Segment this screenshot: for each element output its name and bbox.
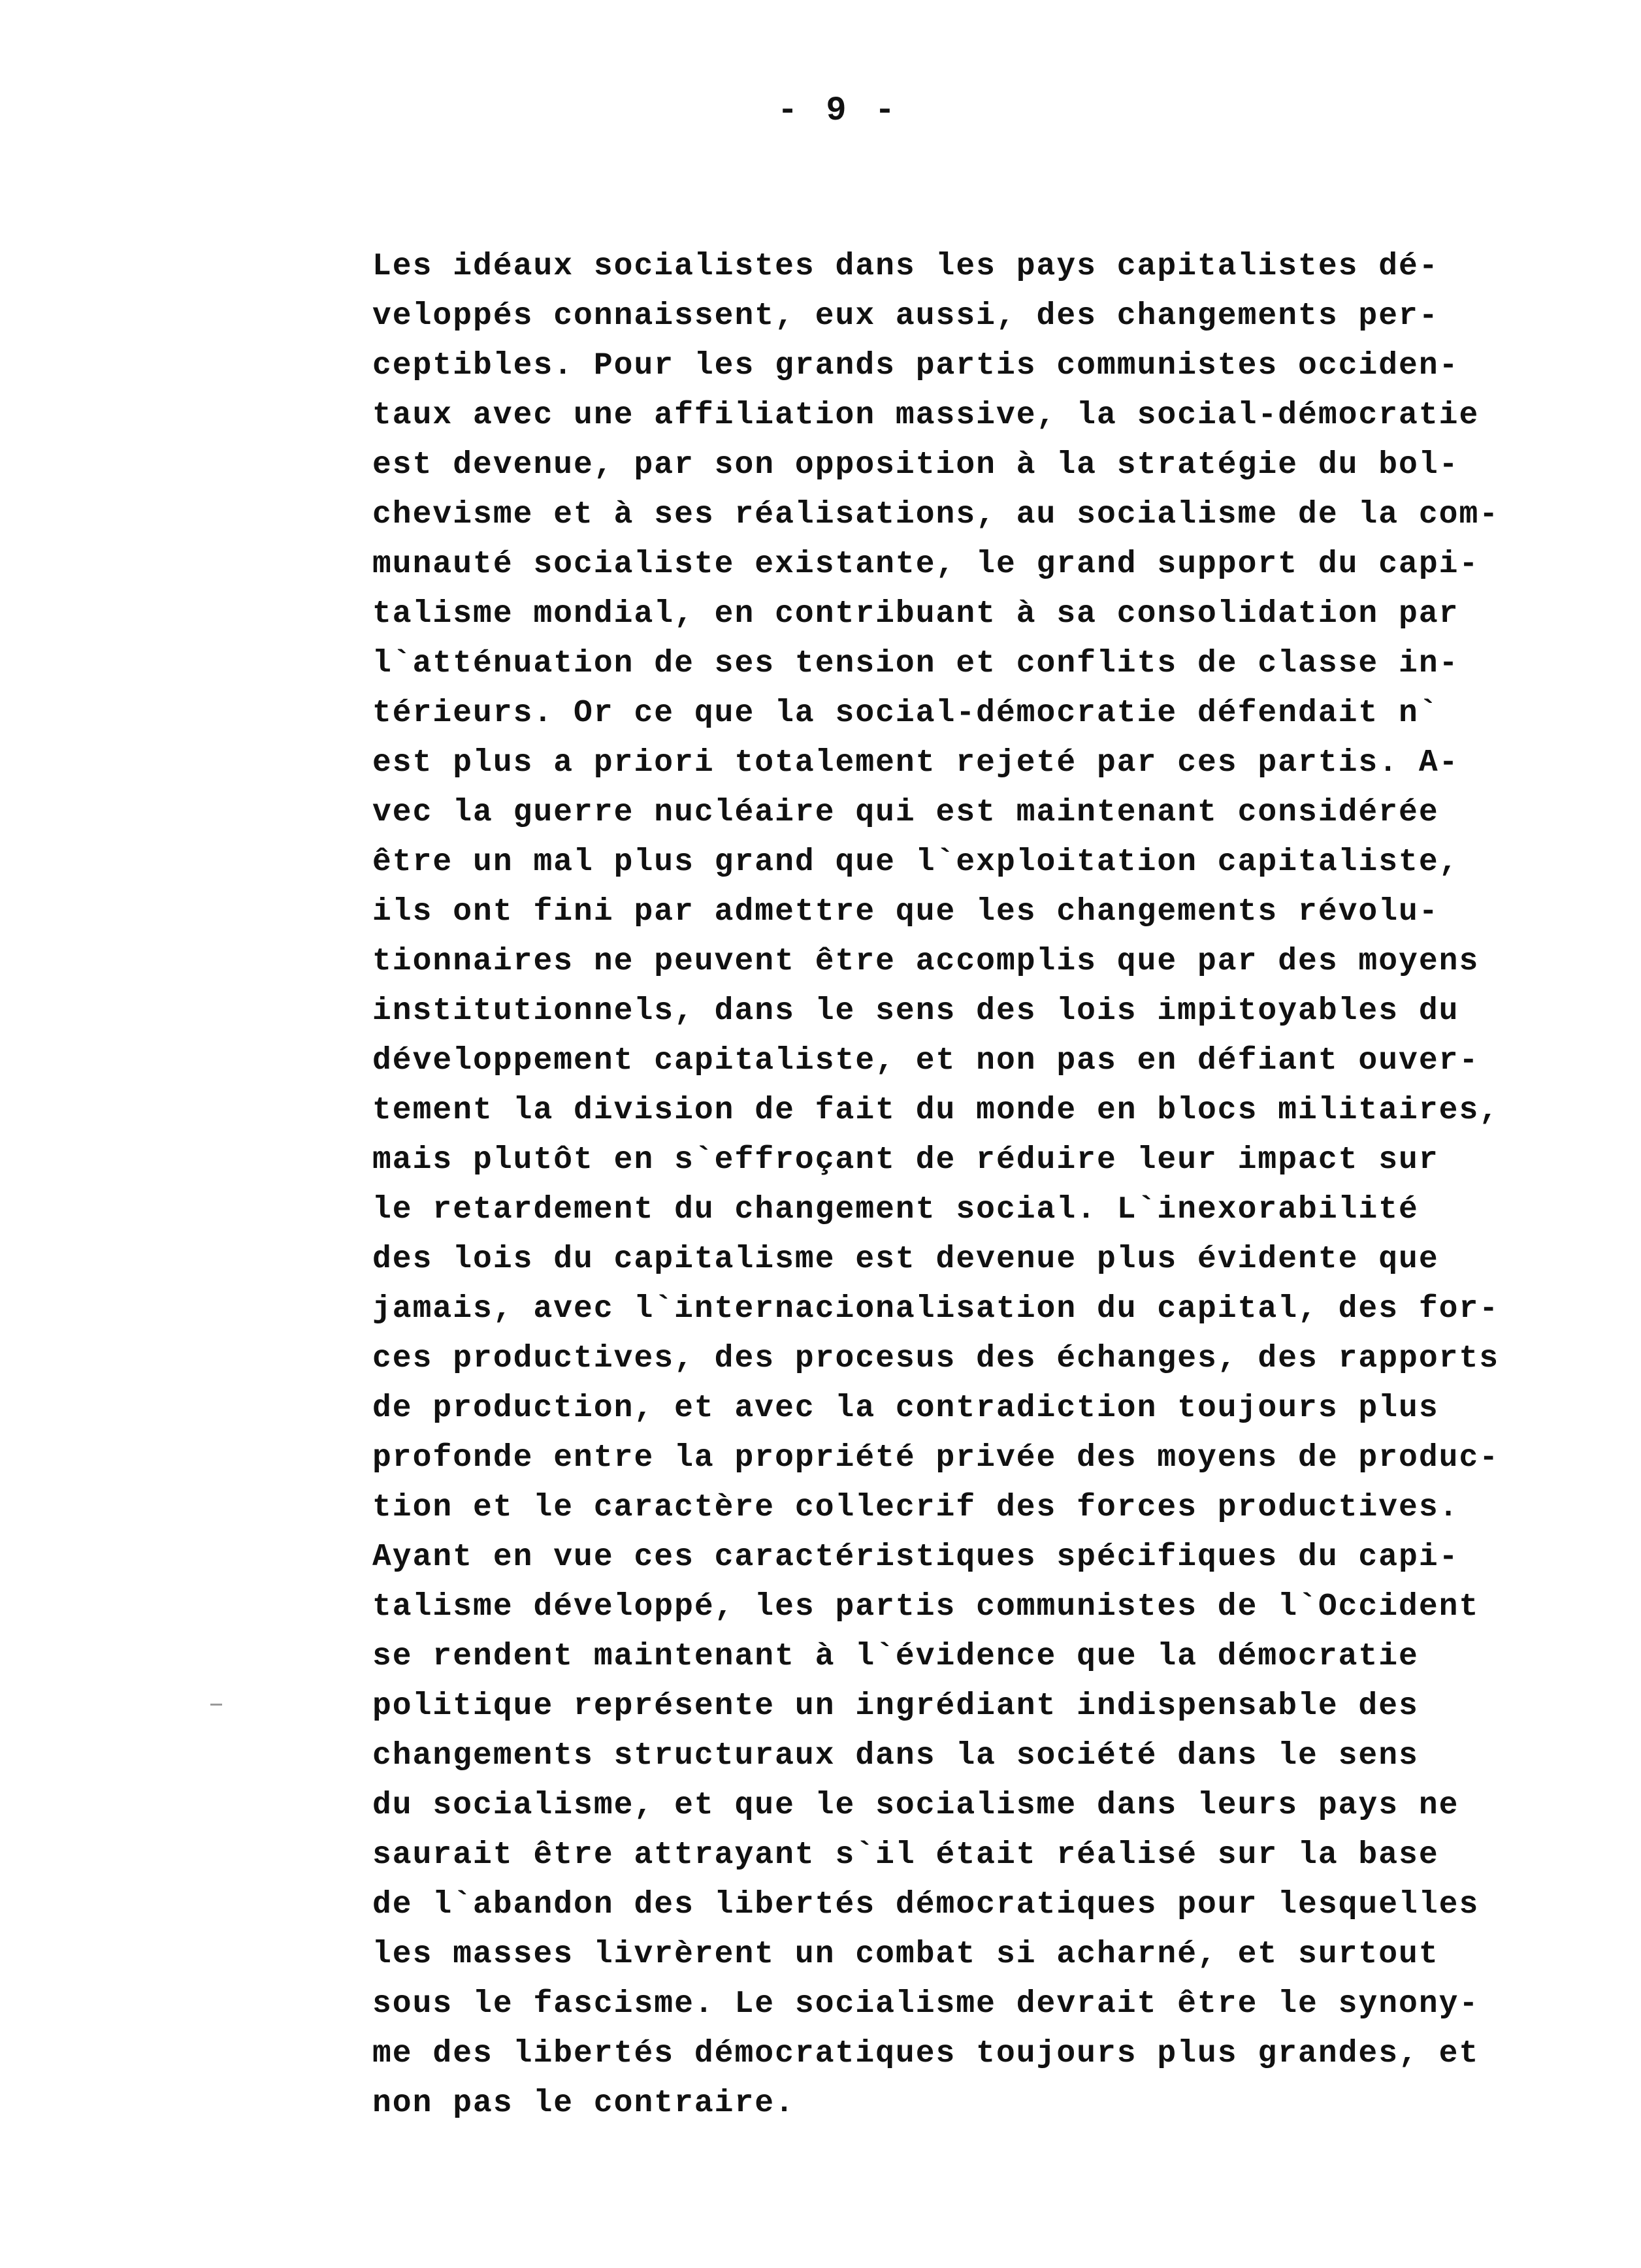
text-line: tion et le caractère collecrif des forces productives. <box>372 1490 1459 1525</box>
scan-mark <box>210 1704 222 1706</box>
text-line: Ayant en vue ces caractéristiques spécifiques du capi- <box>372 1540 1459 1575</box>
text-line: vec la guerre nucléaire qui est maintenant considérée <box>372 795 1439 830</box>
text-line: développement capitaliste, et non pas en défiant ouver- <box>372 1043 1480 1078</box>
text-line: mais plutôt en s`effroçant de réduire leur impact sur <box>372 1142 1439 1178</box>
text-line: veloppés connaissent, eux aussi, des changements per- <box>372 299 1439 334</box>
text-line: tionnaires ne peuvent être accomplis que par des moyens <box>372 944 1480 979</box>
text-line: est plus a priori totalement rejeté par ces partis. A- <box>372 745 1459 781</box>
body-text <box>372 242 1522 2128</box>
text-line: munauté socialiste existante, le grand support du capi- <box>372 547 1480 582</box>
text-line: non pas le contraire. <box>372 2086 795 2121</box>
text-line: changements structuraux dans la société dans le sens <box>372 1738 1419 1774</box>
text-line: jamais, avec l`internacionalisation du capital, des for- <box>372 1291 1500 1327</box>
page-number: - 9 - <box>777 91 900 130</box>
text-line: ces productives, des procesus des échanges, des rapports <box>372 1341 1500 1376</box>
text-line: me des libertés démocratiques toujours plus grandes, et <box>372 2036 1480 2071</box>
text-line: de l`abandon des libertés démocratiques pour lesquelles <box>372 1887 1480 1922</box>
text-line: de production, et avec la contradiction toujours plus <box>372 1391 1439 1426</box>
text-line: est devenue, par son opposition à la stratégie du bol- <box>372 447 1459 483</box>
text-line: ceptibles. Pour les grands partis communistes occiden- <box>372 348 1459 383</box>
text-line: sous le fascisme. Le socialisme devrait être le synony- <box>372 1986 1480 2022</box>
text-line: ils ont fini par admettre que les changements révolu- <box>372 894 1439 930</box>
text-line: tement la division de fait du monde en blocs militaires, <box>372 1093 1500 1128</box>
text-line: chevisme et à ses réalisations, au socialisme de la com- <box>372 497 1500 532</box>
text-line: profonde entre la propriété privée des moyens de produc- <box>372 1440 1500 1476</box>
text-line: se rendent maintenant à l`évidence que la démocratie <box>372 1639 1419 1674</box>
text-line: l`atténuation de ses tension et conflits de classe in- <box>372 646 1459 681</box>
text-line: être un mal plus grand que l`exploitation capitaliste, <box>372 845 1459 880</box>
text-line: talisme développé, les partis communistes de l`Occident <box>372 1589 1480 1625</box>
text-line: térieurs. Or ce que la social-démocratie défendait n` <box>372 696 1439 731</box>
text-line: les masses livrèrent un combat si acharné, et surtout <box>372 1937 1439 1972</box>
text-line: Les idéaux socialistes dans les pays capitalistes dé- <box>372 249 1439 284</box>
text-line: le retardement du changement social. L`inexorabilité <box>372 1192 1419 1227</box>
text-line: taux avec une affiliation massive, la social-démocratie <box>372 398 1480 433</box>
text-line: institutionnels, dans le sens des lois impitoyables du <box>372 994 1459 1029</box>
text-line: du socialisme, et que le socialisme dans leurs pays ne <box>372 1788 1459 1823</box>
text-line: talisme mondial, en contribuant à sa consolidation par <box>372 596 1459 632</box>
text-line: des lois du capitalisme est devenue plus évidente que <box>372 1242 1439 1277</box>
text-line: saurait être attrayant s`il était réalisé sur la base <box>372 1838 1439 1873</box>
text-line: politique représente un ingrédiant indispensable des <box>372 1689 1419 1724</box>
